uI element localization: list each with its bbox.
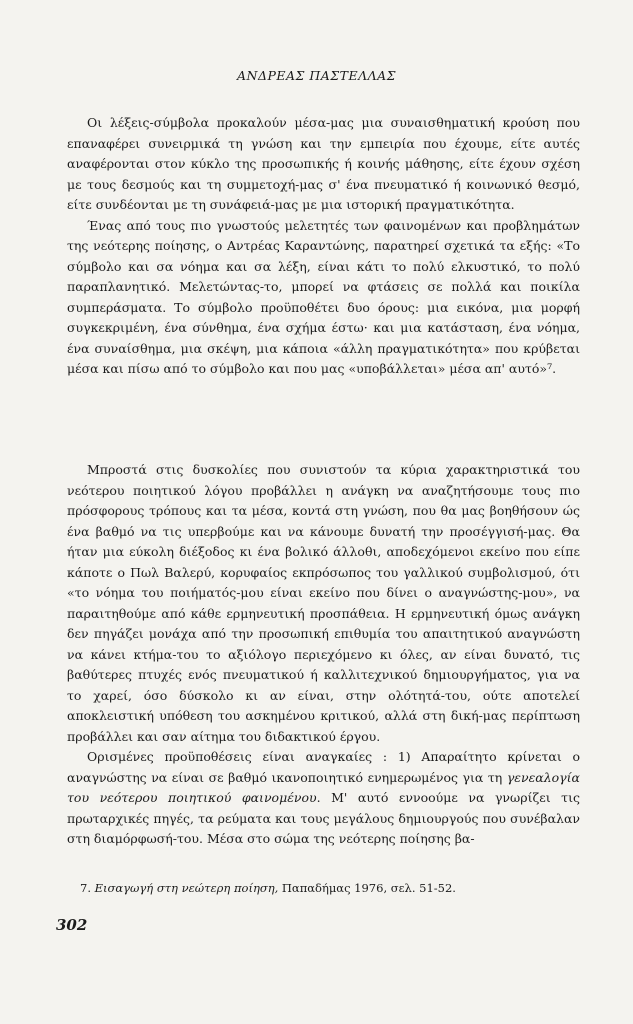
text-block-upper (67, 113, 580, 380)
paragraph-2: Ένας από τους πιο γνωστούς μελετητές των φαινομένων και προβλημάτων της νεότερης ποίησης, ο Αντρέας Καραντώνης, παρατηρεί σχετικά τα εξής: «Το σύμβολο και σα νόημα και σα λέξη, είναι κάτι το πολύ ελκυστικό, το πολύ παραπλανητικό. Μελετώντας-το, μπορεί να φτάσεις σε πολλά και ποικίλα συμπεράσματα. Το σύμβολο προϋποθέτει δυο όρους: μια εικόνα, μια μορφή συγκεκριμένη, ένα σύνθημα, ένα σχήμα έστω· και μια κατάσταση, ένα νόημα, ένα συναίσθημα, μια σκέψη, μια κάποια «άλλη πραγματικότητα» που κρύβεται μέσα και πίσω από το σύμβολο και που μας «υποβάλλεται» μέσα απ' αυτό»⁷. (67, 217, 580, 376)
footnote-number: 7. (80, 881, 91, 895)
footnote-title: Εισαγωγή στη νεώτερη ποίηση, (94, 881, 279, 895)
paragraph-1: Οι λέξεις-σύμβολα προκαλούν μέσα-μας μια συναισθηματική κρούση που επαναφέρει συνειρμικά τη γνώση και την εμπειρία που έχουμε, είτε αυτές αναφέρονται στον κύκλο της προσωπικής ή κοινής μάθησης, είτε έχουν σχέση με τους δεσμούς και τη συμμετοχή-μας σ' ένα πνευματικό ή κοινωνικό θεσμό, είτε συνδέονται με τη συνάφειά-μας με μια ιστορική πραγματικότητα. (67, 115, 580, 212)
paragraph-4-italic: γενεαλογία του νεότερου ποιητικού φαινομένου (67, 769, 580, 805)
paragraph-3: Μπροστά στις δυσκολίες που συνιστούν τα κύρια χαρακτηριστικά του νεότερου ποιητικού λόγου προβάλλει η ανάγκη να αναζητήσουμε τους πιο πρόσφορους τρόπους και τα μέσα, κοντά στη γνώση, που θα μας βοηθήσουν ώς ένα βαθμό να τις υπερβούμε και να κάνουμε δυνατή την προσέγγισή-μας. Θα ήταν μια εύκολη διέξοδος κι ένα βολικό άλλοθι, αποδεχόμενοι εκείνο που είπε κάποτε ο Πωλ Βαλερύ, κορυφαίος εκπρόσωπος του γαλλικού συμβολισμού, ότι «το νόημα του ποιήματός-μου είναι εκείνο που δίνει ο αναγνώστης-μου», να παραιτηθούμε από κάθε ερμηνευτική προσπάθεια. Η ερμηνευτική όμως ανάγκη δεν πηγάζει μονάχα από την προσωπική επιθυμία του απαιτητικού αναγνώστη να κάνει κτήμα-του το αξιόλογο περιεχόμενο κι όλες, αν είναι δυνατό, τις βαθύτερες πτυχές ενός πνευματικού ή καλλιτεχνικού δημιουργήματος, για να το χαρεί, όσο δύσκολο κι αν είναι, στην ολότητά-του, ούτε αποτελεί αποκλειστική υπόθεση του ασκημένου κριτικού, αλλά στη δική-μας περίπτωση προβάλλει και σαν αίτημα του διδακτικού έργου. (67, 462, 580, 744)
paragraph-4-start: Ορισμένες προϋποθέσεις είναι αναγκαίες : 1) Απαραίτητο κρίνεται ο αναγνώστης να είναι σε βαθμό ικανοποιητικό ενημερωμένος για τη (67, 749, 580, 785)
running-title: ΑΝΔΡΕΑΣ ΠΑΣΤΕΛΛΑΣ (236, 68, 396, 83)
paragraph-4 (67, 747, 580, 850)
footnote-rest: Παπαδήμας 1976, σελ. 51-52. (278, 881, 456, 895)
footnote (80, 880, 580, 896)
paragraph-4-end: . Μ' αυτό εννοούμε να γνωρίζει τις πρωταρχικές πηγές, τα ρεύματα και τους μεγάλους δημιουργούς που συνέβαλαν στη διαμόρφωσή-του. Μέσα στο σώμα της νεότερης ποίησης βα- (67, 790, 580, 846)
page-number: 302 (56, 916, 88, 934)
text-block-lower (67, 460, 580, 850)
